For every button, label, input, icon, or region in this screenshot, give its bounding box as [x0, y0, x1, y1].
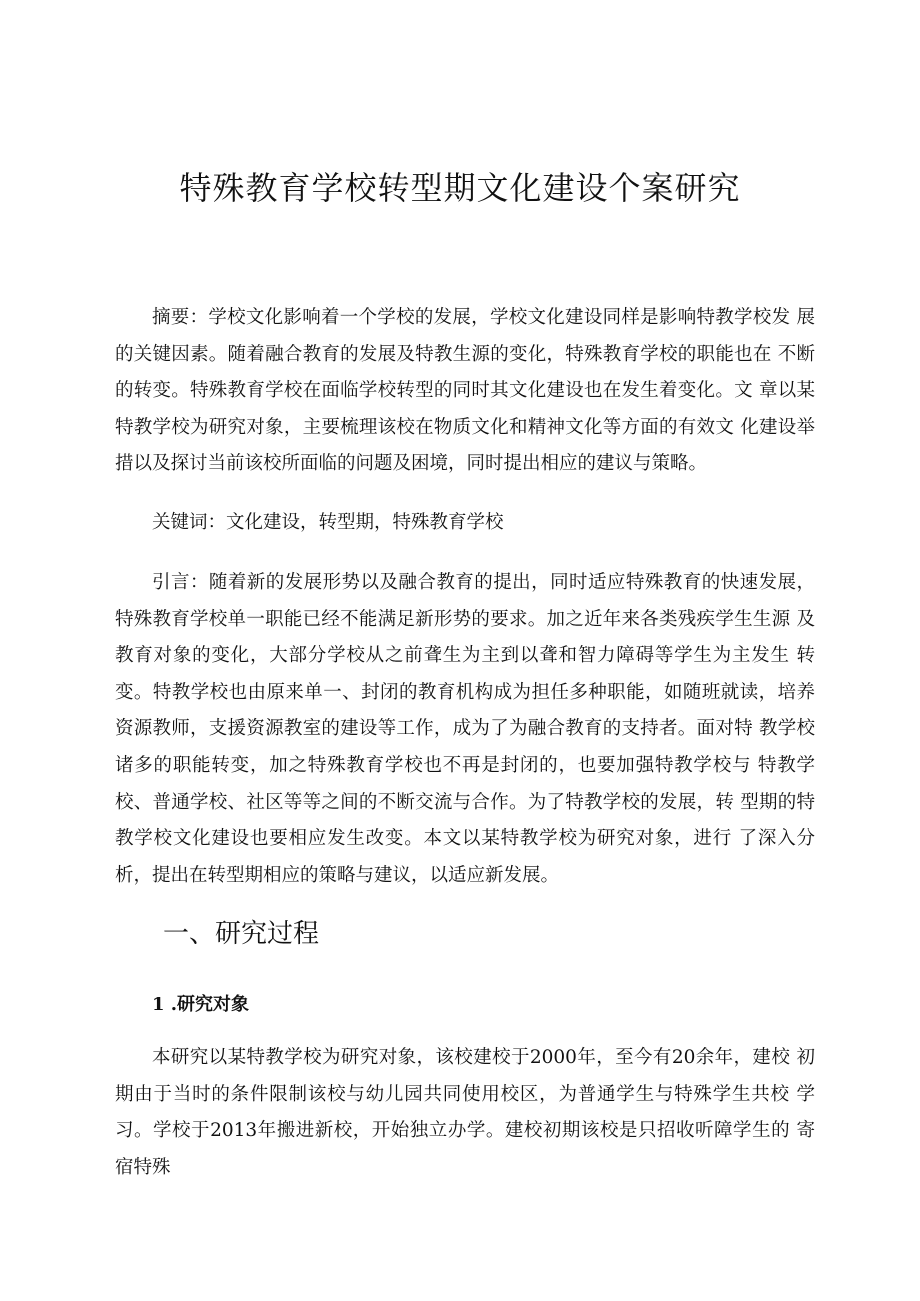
- introduction-paragraph: 引言：随着新的发展形势以及融合教育的提出，同时适应特殊教育的快速发展，特殊教育学校单一职能已经不能满足新形势的要求。加之近年来各类残疾学生生源 及教育对象的变化，大部分学校从之前聋生为主到以聋和智力障碍等学生为主发生 转变。特教学校也由原来单一、封闭的教育机构成为担任多种职能，如随班就读，培养资源教师，支援资源教室的建设等工作，成为了为融合教育的支持者。面对特 教学校诸多的职能转变，加之特殊教育学校也不再是封闭的，也要加强特教学校与 特教学校、普通学校、社区等等之间的不断交流与合作。为了特教学校的发展，转 型期的特教学校文化建设也要相应发生改变。本文以某特教学校为研究对象，进行 了深入分析，提出在转型期相应的策略与建议，以适应新发展。: [115, 572, 815, 886]
- subsection-heading: 1 .研究对象: [152, 994, 250, 1015]
- body-paragraph: 本研究以某特教学校为研究对象，该校建校于2000年，至今有20余年，建校 初期由于当时的条件限制该校与幼儿园共同使用校区，为普通学生与特殊学生共校 学习。学校于2013年搬进新校，开始独立办学。建校初期该校是只招收听障学生的 寄宿特殊: [115, 1047, 815, 1178]
- document-title: 特殊教育学校转型期文化建设个案研究: [179, 169, 741, 207]
- keywords-line: 关键词：文化建设，转型期，特殊教育学校: [152, 512, 504, 533]
- abstract-paragraph: 摘要：学校文化影响着一个学校的发展，学校文化建设同样是影响特教学校发 展的关键因素。随着融合教育的发展及特教生源的变化，特殊教育学校的职能也在 不断的转变。特殊教育学校在面临学校转型的同时其文化建设也在发生着变化。文 章以某特教学校为研究对象，主要梳理该校在物质文化和精神文化等方面的有效文 化建设举措以及探讨当前该校所面临的问题及困境，同时提出相应的建议与策略。: [115, 307, 815, 475]
- section-heading: 一、研究过程: [163, 919, 320, 949]
